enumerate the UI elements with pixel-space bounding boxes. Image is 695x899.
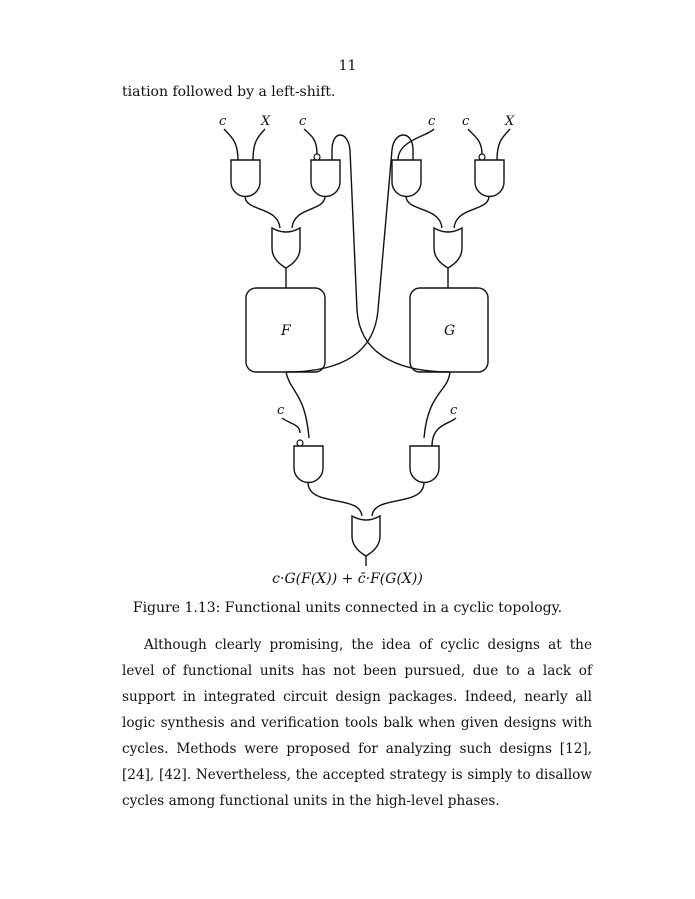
select-label-c-1: c xyxy=(277,403,285,418)
input-label-c-1: c xyxy=(219,114,227,129)
input-label-x-2: X xyxy=(505,114,515,129)
and-gate-4 xyxy=(475,160,504,197)
output-expression: c·G(F(X)) + c̄·F(G(X)) xyxy=(272,571,423,587)
input-label-c-2: c xyxy=(299,114,307,129)
input-wires xyxy=(224,129,510,160)
inverter-bubble-3 xyxy=(297,440,303,446)
select-label-c-2: c xyxy=(450,403,458,418)
unit-label-g: G xyxy=(444,323,456,339)
and-gate-1 xyxy=(231,160,260,197)
or-gate-2 xyxy=(434,228,462,268)
or-gate-output xyxy=(352,516,380,556)
input-label-c-3: c xyxy=(428,114,436,129)
input-label-c-4: c xyxy=(462,114,470,129)
and-gate-3 xyxy=(392,160,421,197)
page-number: 11 xyxy=(338,58,357,74)
input-label-x-1: X xyxy=(261,114,271,129)
and-gate-2 xyxy=(311,160,340,197)
and-gate-6 xyxy=(410,446,439,483)
and-gate-5 xyxy=(294,446,323,483)
unit-label-f: F xyxy=(281,323,291,339)
lead-text: tiation followed by a left-shift. xyxy=(122,84,336,100)
body-paragraph: Although clearly promising, the idea of cyclic designs at the level of functional units has not been pursued, due to a lack of support in integrated circuit design packages. Indeed, nearly all logic synthesis and verification tools balk when given designs with cycles. Methods were proposed for analyzing such designs [12], [24], [42]. Nevertheless, the accepted strategy is simply to disallow cycles among functional units in the high-level phases. xyxy=(122,637,592,809)
inverter-bubble-1 xyxy=(314,154,320,160)
figure-caption: Figure 1.13: Functional units connected in a cyclic topology. xyxy=(132,600,563,616)
or-gate-1 xyxy=(272,228,300,268)
inverter-bubble-2 xyxy=(479,154,485,160)
cyclic-topology-diagram xyxy=(0,105,695,570)
